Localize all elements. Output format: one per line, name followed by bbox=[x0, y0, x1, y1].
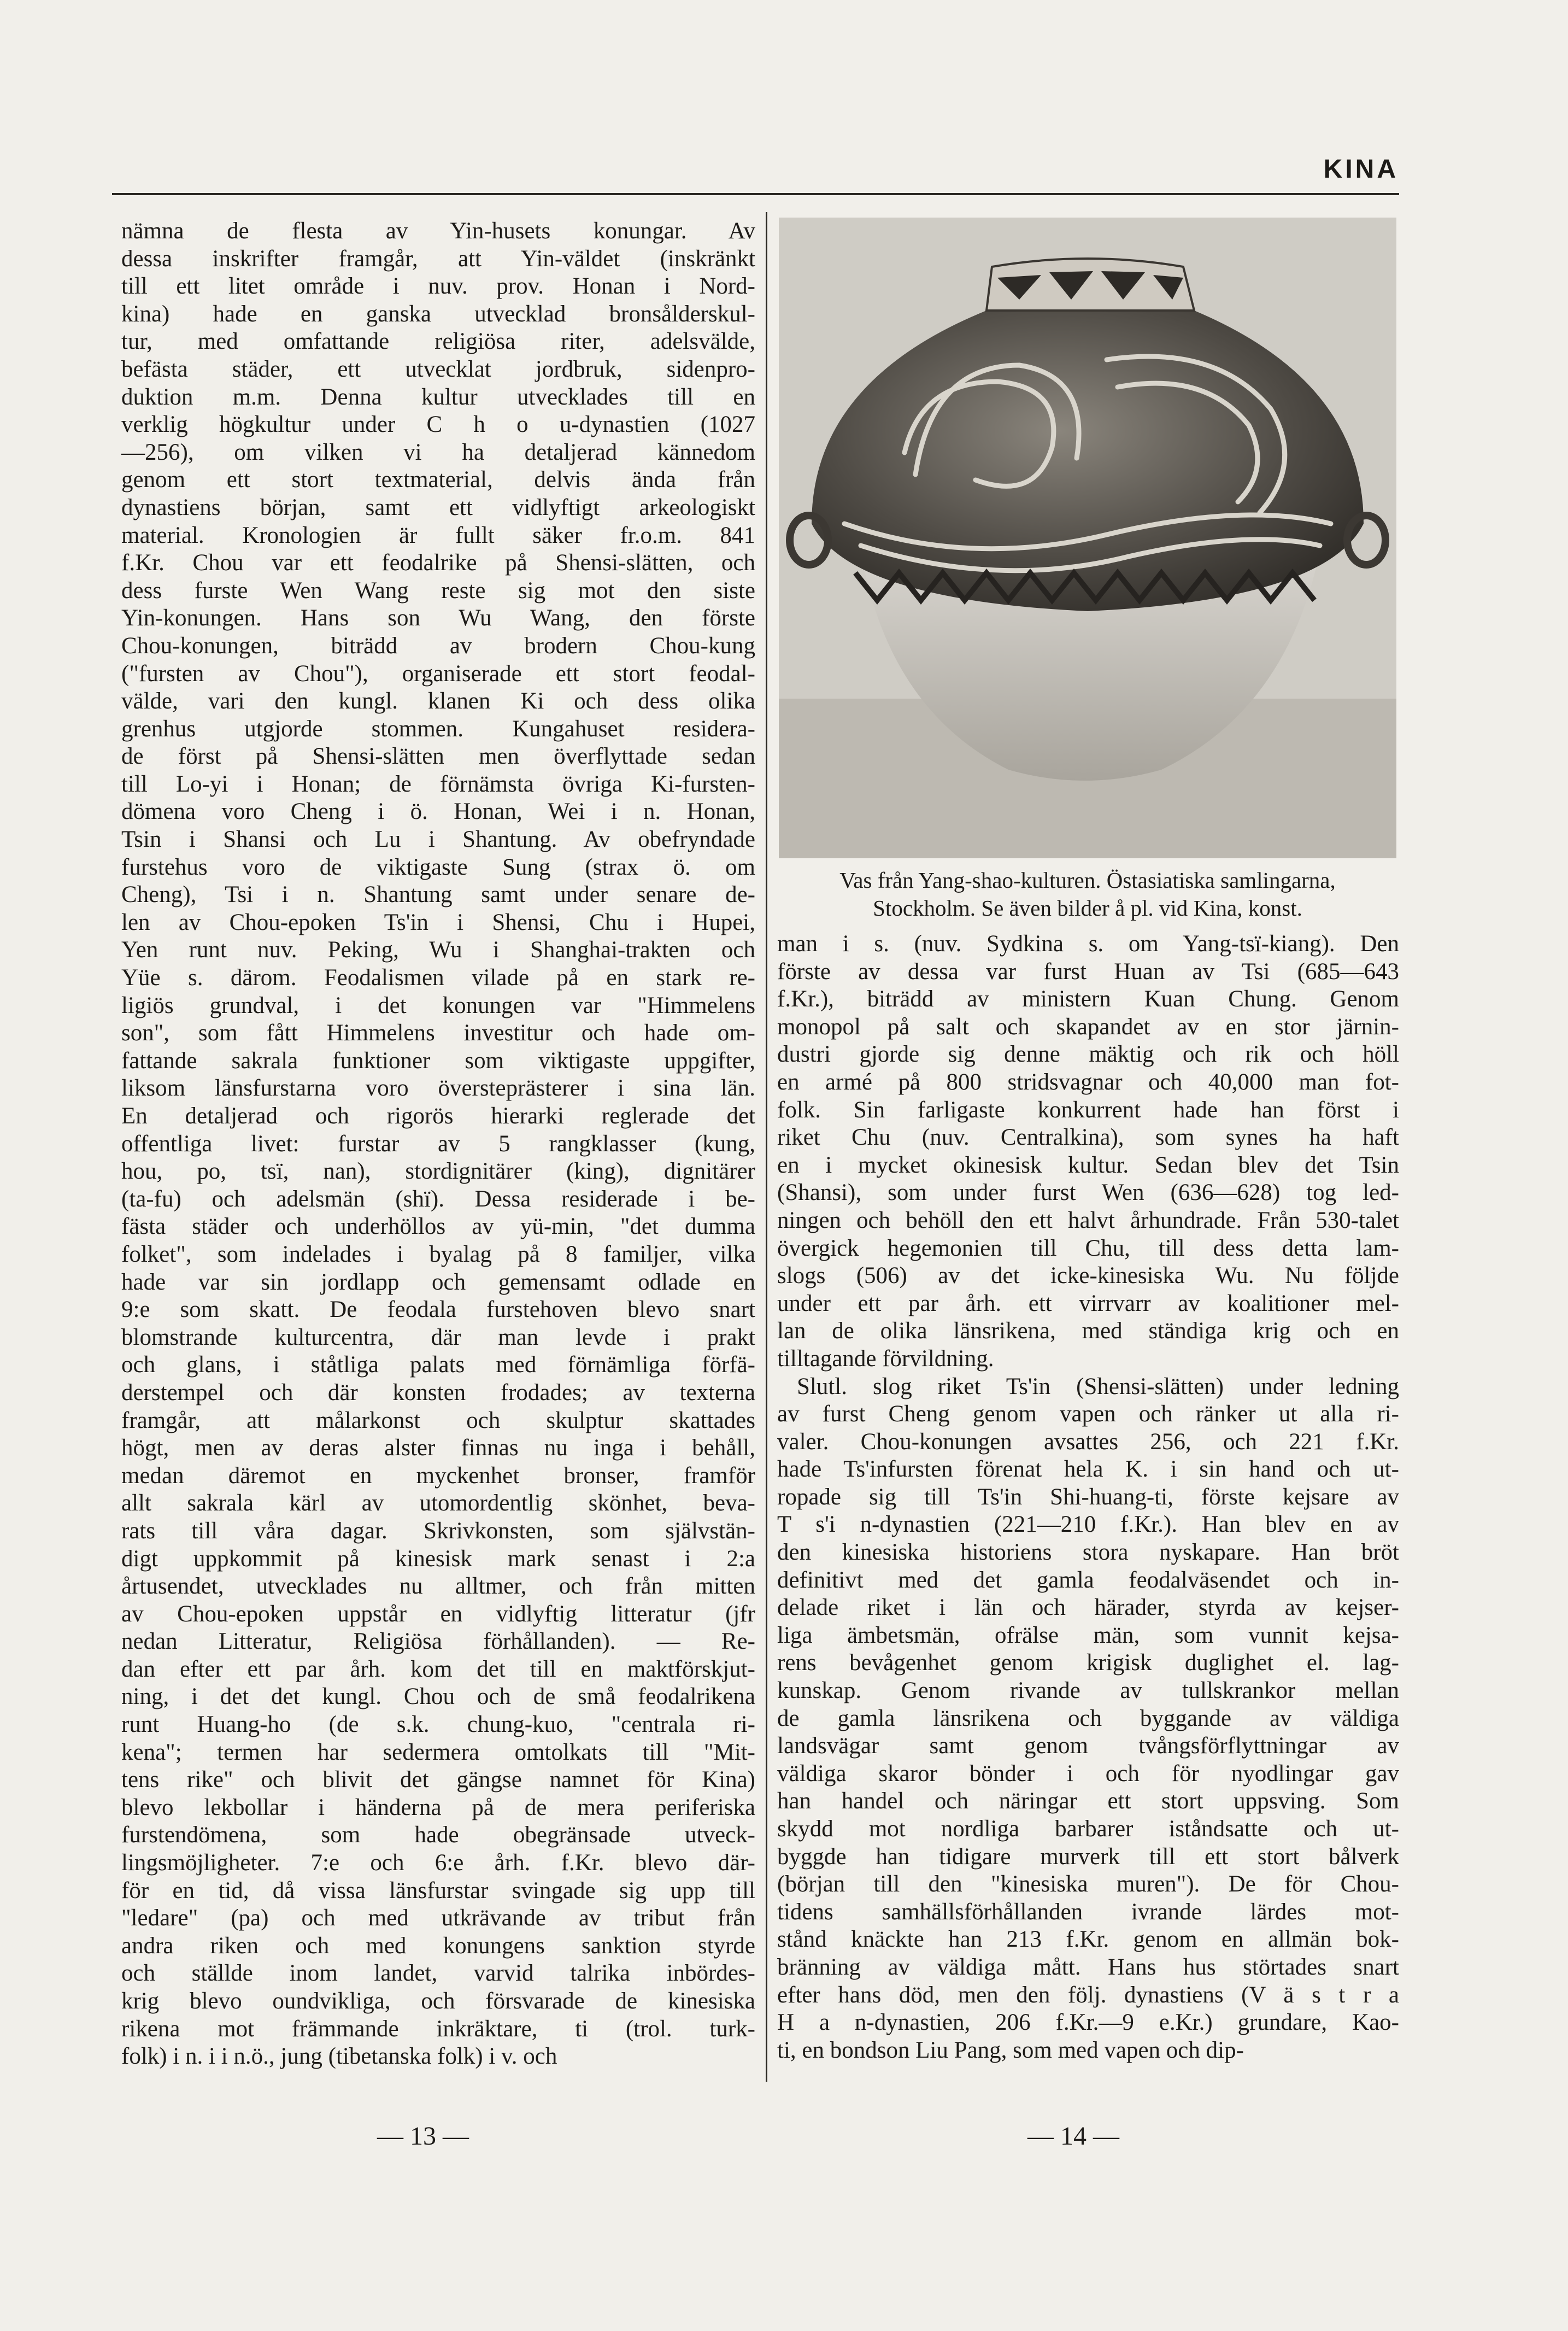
text-line: och ställde inom landet, varvid talrika inbördes- bbox=[121, 1960, 755, 1987]
text-line: (början till den "kinesiska muren"). De för Chou- bbox=[777, 1871, 1399, 1897]
text-line: liga ämbetsmän, ofrälse män, som vunnit kejsa- bbox=[777, 1622, 1399, 1648]
text-line: kena"; termen har sedermera omtolkats till "Mit- bbox=[121, 1739, 755, 1765]
text-line: dömena voro Cheng i ö. Honan, Wei i n. Honan, bbox=[121, 799, 755, 825]
text-line: definitivt med det gamla feodalväsendet och in- bbox=[777, 1567, 1399, 1593]
text-line: de först på Shensi-slätten men överflyttade sedan bbox=[121, 743, 755, 770]
text-line: hou, po, tsï, nan), stordignitärer (king), dignitärer bbox=[121, 1158, 755, 1185]
right-column bbox=[777, 930, 1399, 2064]
text-line: byggde han tidigare murverk till ett stort bålverk bbox=[777, 1843, 1399, 1870]
text-line: av Chou-epoken uppstår en vidlyftig litteratur (jfr bbox=[121, 1601, 755, 1627]
text-line: folket", som indelades i byalag på 8 familjer, vilka bbox=[121, 1241, 755, 1267]
text-line: välde, vari den kungl. klanen Ki och dess olika bbox=[121, 688, 755, 714]
text-line: till Lo-yi i Honan; de förnämsta övriga Ki-fursten- bbox=[121, 771, 755, 797]
text-line: rikena mot främmande inkräktare, ti (trol. turk- bbox=[121, 2016, 755, 2042]
text-line: under ett par årh. ett virrvarr av koalitioner mel- bbox=[777, 1290, 1399, 1316]
text-line: valer. Chou-konungen avsattes 256, och 221 f.Kr. bbox=[777, 1428, 1399, 1455]
text-line: material. Kronologien är fullt säker fr.o.m. 841 bbox=[121, 522, 755, 548]
text-line: skydd mot nordliga barbarer iståndsatte och ut- bbox=[777, 1816, 1399, 1842]
text-line: allt sakrala kärl av utomordentlig skönhet, beva- bbox=[121, 1490, 755, 1516]
text-line: dan efter ett par årh. kom det till en maktförskjut- bbox=[121, 1656, 755, 1682]
caption-line: Vas från Yang-shao-kulturen. Östasiatiska samlingarna, bbox=[839, 868, 1336, 893]
text-line: man i s. (nuv. Sydkina s. om Yang-tsï-kiang). Den bbox=[777, 931, 1399, 957]
text-line: delade riket i län och härader, styrda av kejser- bbox=[777, 1595, 1399, 1621]
vase-photo-icon bbox=[779, 218, 1396, 858]
text-line: nedan Litteratur, Religiösa förhållanden). — Re- bbox=[121, 1629, 755, 1655]
text-line: befästa städer, ett utvecklat jordbruk, sidenpro- bbox=[121, 356, 755, 382]
text-line: offentliga livet: furstar av 5 rangklasser (kung, bbox=[121, 1131, 755, 1157]
text-line: ropade sig till Ts'in Shi-huang-ti, förste kejsare av bbox=[777, 1484, 1399, 1510]
running-head: KINA bbox=[1323, 155, 1399, 184]
text-line: fästa städer och underhöllos av yü-min, "det dumma bbox=[121, 1214, 755, 1240]
page-number-left: — 13 — bbox=[377, 2122, 469, 2151]
text-line: kina) hade en ganska utvecklad bronsålderskul- bbox=[121, 301, 755, 327]
text-line: tens rike" och blivit det gängse namnet för Kina) bbox=[121, 1767, 755, 1793]
text-line: ligiös grundval, i det konungen var "Himmelens bbox=[121, 992, 755, 1018]
text-line: (ta-fu) och adelsmän (shï). Dessa residerade i be- bbox=[121, 1186, 755, 1212]
text-line: hade Ts'infursten förenat hela K. i sin hand och ut- bbox=[777, 1456, 1399, 1483]
text-line: Yen runt nuv. Peking, Wu i Shanghai-trakten och bbox=[121, 937, 755, 963]
text-line: tur, med omfattande religiösa riter, adelsvälde, bbox=[121, 329, 755, 355]
text-line: folk. Sin farligaste konkurrent hade han först i bbox=[777, 1097, 1399, 1123]
text-line: dustri gjorde sig denne mäktig och rik och höll bbox=[777, 1041, 1399, 1068]
text-line: dessa inskrifter framgår, att Yin-väldet (inskränkt bbox=[121, 245, 755, 272]
text-line: förste av dessa var furst Huan av Tsi (685—643 bbox=[777, 958, 1399, 985]
text-line: blomstrande kulturcentra, där man levde i prakt bbox=[121, 1324, 755, 1350]
text-line: digt uppkommit på kinesisk mark senast i 2:a bbox=[121, 1545, 755, 1572]
text-line: till ett litet område i nuv. prov. Honan i Nord- bbox=[121, 273, 755, 300]
text-line: genom ett stort textmaterial, delvis ända från bbox=[121, 467, 755, 493]
text-line: en i mycket okinesisk kultur. Sedan blev det Tsin bbox=[777, 1152, 1399, 1178]
left-column bbox=[121, 218, 755, 2071]
text-line: Slutl. slog riket Ts'in (Shensi-slätten) under ledning bbox=[797, 1373, 1399, 1399]
text-line: furstehus voro de viktigaste Sung (strax ö. om bbox=[121, 854, 755, 880]
text-line: len av Chou-epoken Ts'in i Shensi, Chu i Hupei, bbox=[121, 909, 755, 935]
text-line: tidens samhällsförhållanden ivrande lärdes mot- bbox=[777, 1899, 1399, 1925]
text-line: dynastiens början, samt ett vidlyftigt arkeologiskt bbox=[121, 494, 755, 520]
text-line: folk) i n. i i n.ö., jung (tibetanska folk) i v. och bbox=[121, 2043, 557, 2070]
text-line: högt, men av deras alster finnas nu inga i behåll, bbox=[121, 1435, 755, 1461]
text-line: Yin-konungen. Hans son Wu Wang, den förste bbox=[121, 605, 755, 631]
text-line: de gamla länsrikena och byggande av väldiga bbox=[777, 1705, 1399, 1731]
text-line: T s'i n-dynastien (221—210 f.Kr.). Han blev en av bbox=[777, 1512, 1399, 1538]
text-line: runt Huang-ho (de s.k. chung-kuo, "centrala ri- bbox=[121, 1712, 755, 1738]
text-line: lingsmöjligheter. 7:e och 6:e årh. f.Kr. blevo där- bbox=[121, 1850, 755, 1876]
text-line: tilltagande förvildning. bbox=[777, 1345, 994, 1372]
text-line: landsvägar samt genom tvångsförflyttningar av bbox=[777, 1733, 1399, 1759]
text-line: slogs (506) av det icke-kinesiska Wu. Nu följde bbox=[777, 1263, 1399, 1289]
text-line: Tsin i Shansi och Lu i Shantung. Av obefryndade bbox=[121, 827, 755, 853]
text-line: den kinesiska historiens stora nyskapare. Han bröt bbox=[777, 1539, 1399, 1566]
text-line: rats till våra dagar. Skrivkonsten, som självstän- bbox=[121, 1518, 755, 1544]
column-divider bbox=[766, 212, 767, 2082]
text-line: verklig högkultur under C h o u-dynastien (1027 bbox=[121, 412, 755, 438]
text-line: bränning av väldiga mått. Hans hus störtades snart bbox=[777, 1954, 1399, 1980]
text-line: 9:e som skatt. De feodala furstehoven blevo snart bbox=[121, 1297, 755, 1323]
text-line: derstempel och där konsten frodades; av texterna bbox=[121, 1379, 755, 1405]
header-rule bbox=[112, 193, 1399, 195]
text-line: årtusendet, utvecklades nu alltmer, och från mitten bbox=[121, 1573, 755, 1600]
text-line: f.Kr.), biträdd av ministern Kuan Chung. Genom bbox=[777, 986, 1399, 1012]
text-line: fattande sakrala funktioner som viktigaste uppgifter, bbox=[121, 1047, 755, 1074]
text-line: hade var sin jordlapp och gemensamt odlade en bbox=[121, 1269, 755, 1295]
text-line: monopol på salt och skapandet av en stor järnin- bbox=[777, 1014, 1399, 1040]
text-line: Chou-konungen, biträdd av brodern Chou-kung bbox=[121, 632, 755, 659]
text-line: f.Kr. Chou var ett feodalrike på Shensi-slätten, och bbox=[121, 550, 755, 576]
text-line: "ledare" (pa) och med utkrävande av tribut från bbox=[121, 1905, 755, 1931]
text-line: av furst Cheng genom vapen och ränker ut alla ri- bbox=[777, 1401, 1399, 1427]
text-line: andra riken och med konungens sanktion styrde bbox=[121, 1932, 755, 1959]
text-line: nämna de flesta av Yin-husets konungar. Av bbox=[121, 218, 755, 244]
text-line: ningen och behöll den ett halvt århundrade. Från 530-talet bbox=[777, 1207, 1399, 1233]
text-line: Yüe s. därom. Feodalismen vilade på en stark re- bbox=[121, 965, 755, 991]
text-line: en armé på 800 stridsvagnar och 40,000 man fot- bbox=[777, 1069, 1399, 1095]
photo-caption bbox=[779, 866, 1396, 922]
text-line: övergick hegemonien till Chu, till dess detta lam- bbox=[777, 1235, 1399, 1261]
text-line: blevo lekbollar i händerna på de mera periferiska bbox=[121, 1794, 755, 1820]
text-line: (Shansi), som under furst Wen (636—628) tog led- bbox=[777, 1180, 1399, 1206]
text-line: En detaljerad och rigorös hierarki reglerade det bbox=[121, 1103, 755, 1129]
text-line: H a n-dynastien, 206 f.Kr.—9 e.Kr.) grundare, Kao- bbox=[777, 2010, 1399, 2036]
text-line: medan däremot en myckenhet bronser, framför bbox=[121, 1462, 755, 1489]
text-line: för en tid, då vissa länsfurstar svingade sig upp till bbox=[121, 1877, 755, 1904]
text-line: ti, en bondson Liu Pang, som med vapen och dip- bbox=[777, 2037, 1244, 2063]
text-line: väldiga skaror bönder i och för nyodlingar gav bbox=[777, 1760, 1399, 1787]
text-line: ning, i det det kungl. Chou och de små feodalrikena bbox=[121, 1684, 755, 1710]
text-line: liksom länsfurstarna voro översteprästerer i sina län. bbox=[121, 1075, 755, 1102]
text-line: lan de olika länsrikena, med ständiga krig och en bbox=[777, 1318, 1399, 1344]
text-line: han handel och näringar ett stort uppsving. Som bbox=[777, 1788, 1399, 1814]
text-line: Cheng), Tsi i n. Shantung samt under senare de- bbox=[121, 882, 755, 908]
text-line: riket Chu (nuv. Centralkina), som synes ha haft bbox=[777, 1124, 1399, 1151]
text-line: duktion m.m. Denna kultur utvecklades till en bbox=[121, 384, 755, 410]
text-line: furstendömena, som hade obegränsade utveck- bbox=[121, 1822, 755, 1848]
text-line: framgår, att målarkonst och skulptur skattades bbox=[121, 1407, 755, 1433]
text-line: och glans, i ståtliga palats med förnämliga förfä- bbox=[121, 1352, 755, 1378]
text-line: dess furste Wen Wang reste sig mot den siste bbox=[121, 577, 755, 604]
text-line: son", som fått Himmelens investitur och hade om- bbox=[121, 1020, 755, 1046]
text-line: kunskap. Genom rivande av tullskrankor mellan bbox=[777, 1678, 1399, 1704]
text-line: stånd knäckte han 213 f.Kr. genom en allmän bok- bbox=[777, 1926, 1399, 1953]
text-line: rens bevågenhet genom krigisk duglighet el. lag- bbox=[777, 1650, 1399, 1676]
text-line: —256), om vilken vi ha detaljerad kännedom bbox=[121, 439, 755, 465]
caption-line: Stockholm. Se även bilder å pl. vid Kina, konst. bbox=[873, 895, 1302, 921]
text-line: ("fursten av Chou"), organiserade ett stort feodal- bbox=[121, 660, 755, 687]
text-line: krig blevo oundvikliga, och försvarade de kinesiska bbox=[121, 1988, 755, 2014]
page-number-right: — 14 — bbox=[1027, 2122, 1119, 2151]
text-line: grenhus utgjorde stommen. Kungahuset residera- bbox=[121, 716, 755, 742]
text-line: efter hans död, men den följ. dynastiens (V ä s t r a bbox=[777, 1982, 1399, 2008]
